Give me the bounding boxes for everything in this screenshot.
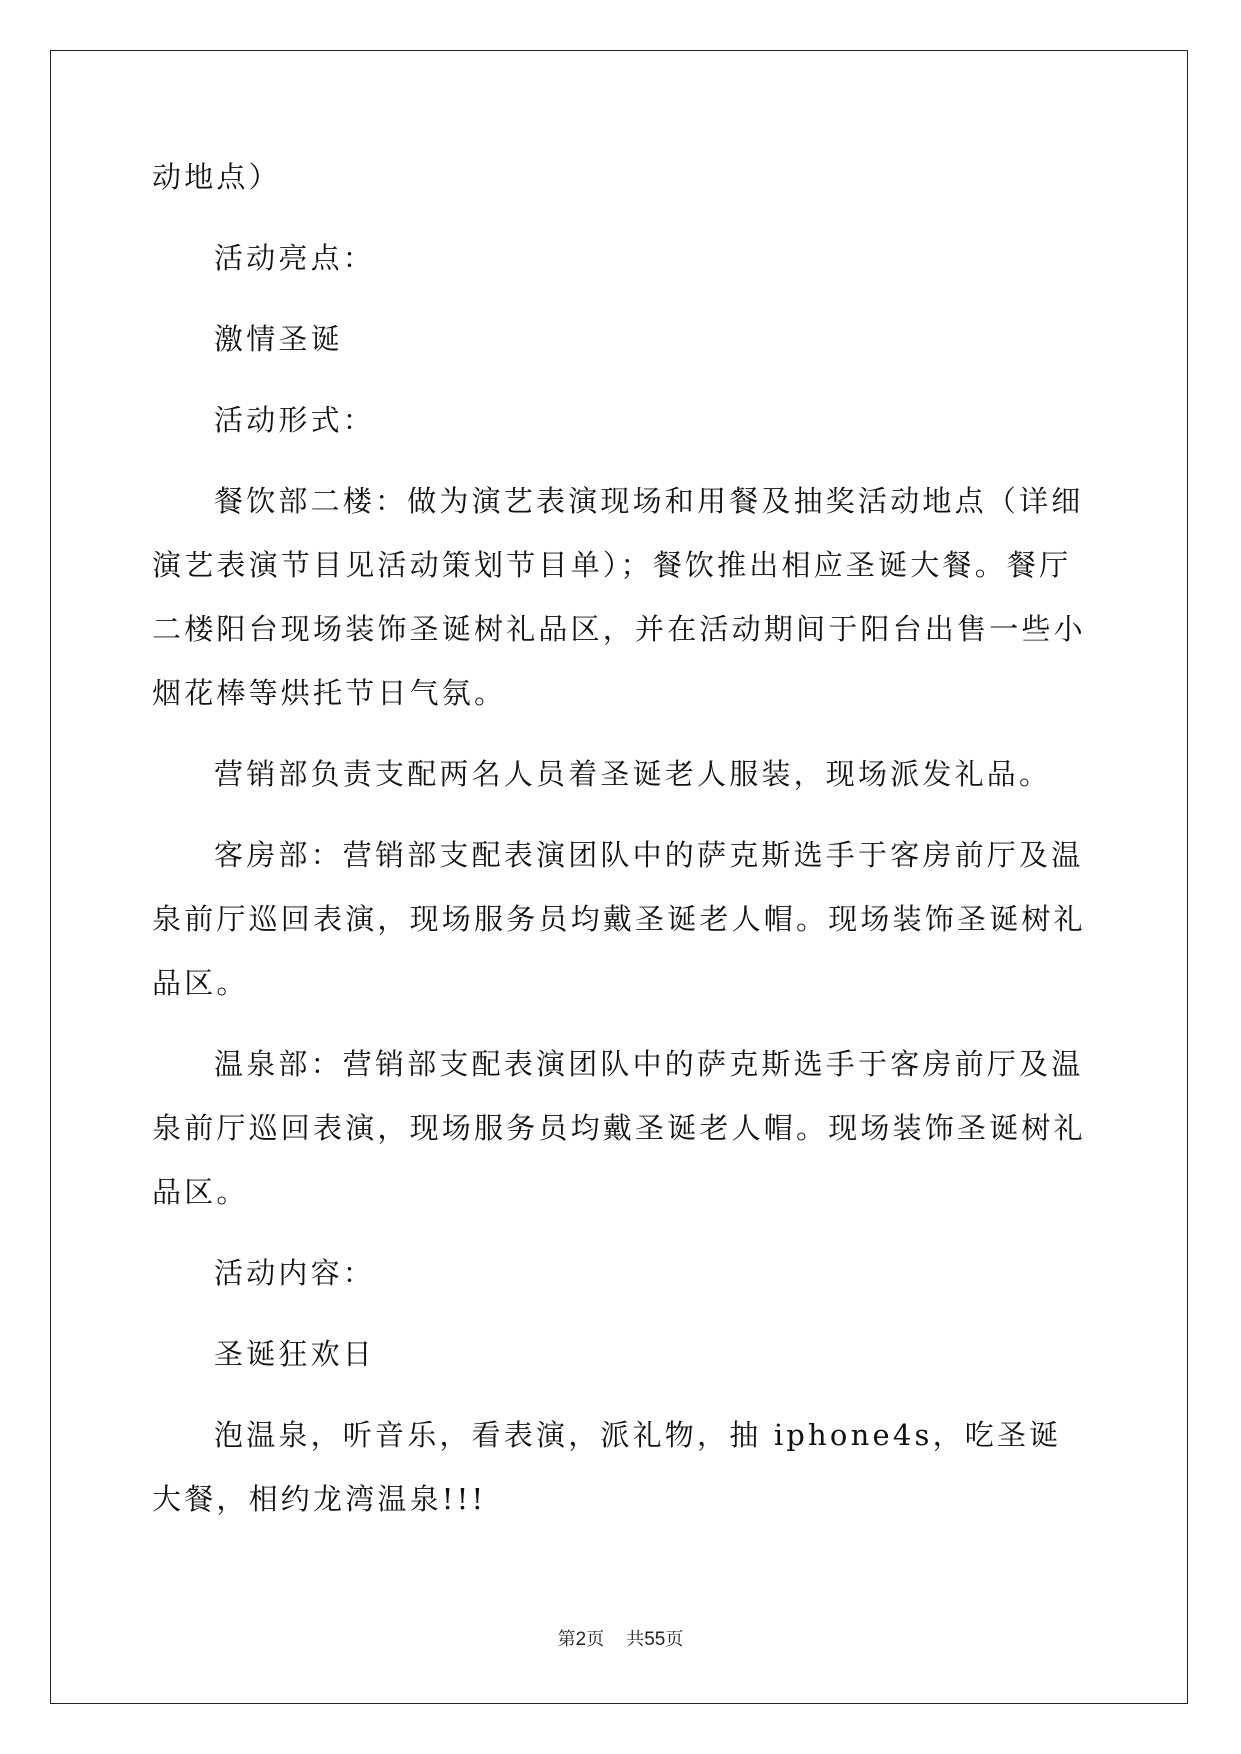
page-number: 2: [575, 1629, 587, 1650]
paragraph: 客房部：营销部支配表演团队中的萨克斯选手于客房前厅及温泉前厅巡回表演，现场服务员均戴圣诞老人帽。现场装饰圣诞树礼品区。: [152, 838, 1086, 1000]
page-footer: [0, 1625, 1241, 1651]
paragraph: 圣诞狂欢日: [214, 1337, 376, 1371]
paragraph: 餐饮部二楼：做为演艺表演现场和用餐及抽奖活动地点（详细演艺表演节目见活动策划节目单）；餐饮推出相应圣诞大餐。餐厅二楼阳台现场装饰圣诞树礼品区，并在活动期间于阳台出售一些小烟花棒等烘托节日气氛。: [152, 484, 1086, 710]
total-pages: 55: [644, 1629, 666, 1650]
paragraph: 活动形式：: [214, 403, 376, 437]
total-label-suffix: 页: [665, 1629, 684, 1650]
paragraph: 活动内容：: [214, 1256, 376, 1290]
page-label-prefix: 第: [557, 1629, 576, 1650]
total-label-prefix: 共: [626, 1629, 645, 1650]
paragraph: 泡温泉，听音乐，看表演，派礼物，抽 iphone4s，吃圣诞大餐，相约龙湾温泉!!!: [152, 1418, 1062, 1516]
paragraph: 激情圣诞: [214, 322, 343, 356]
page-label-suffix: 页: [586, 1629, 605, 1650]
paragraph: 动地点）: [152, 160, 281, 194]
document-body: [152, 145, 1092, 1548]
paragraph: 温泉部：营销部支配表演团队中的萨克斯选手于客房前厅及温泉前厅巡回表演，现场服务员均戴圣诞老人帽。现场装饰圣诞树礼品区。: [152, 1047, 1086, 1209]
paragraph: 活动亮点：: [214, 241, 376, 275]
paragraph: 营销部负责支配两名人员着圣诞老人服装，现场派发礼品。: [214, 757, 1052, 791]
